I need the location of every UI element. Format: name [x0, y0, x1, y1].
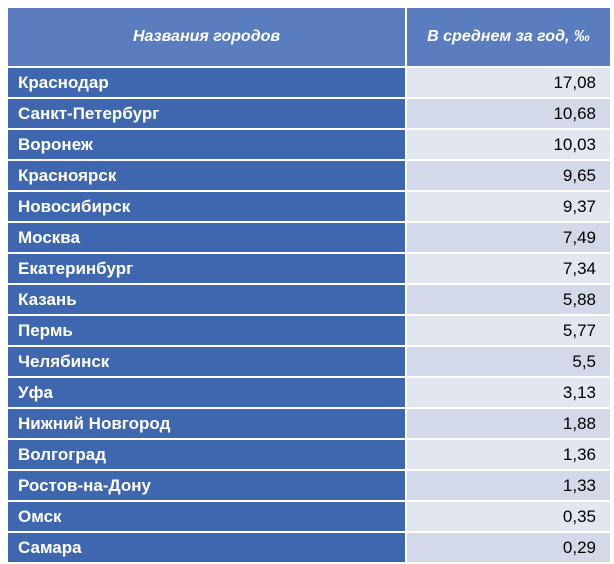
yearly-average-cell: 7,49 — [406, 222, 611, 253]
city-name-cell: Екатеринбург — [7, 253, 406, 284]
table-row — [7, 315, 611, 346]
city-name-cell: Санкт-Петербург — [7, 98, 406, 129]
yearly-average-cell: 3,13 — [406, 377, 611, 408]
yearly-average-cell: 10,68 — [406, 98, 611, 129]
yearly-average-cell: 7,34 — [406, 253, 611, 284]
table-row — [7, 284, 611, 315]
city-name-cell: Омск — [7, 501, 406, 532]
header-city-name: Названия городов — [7, 7, 406, 67]
table-row — [7, 67, 611, 98]
table-row — [7, 346, 611, 377]
city-name-cell: Нижний Новгород — [7, 408, 406, 439]
city-name-cell: Новосибирск — [7, 191, 406, 222]
yearly-average-cell: 1,33 — [406, 470, 611, 501]
city-name-cell: Челябинск — [7, 346, 406, 377]
yearly-average-cell: 0,29 — [406, 532, 611, 563]
header-yearly-average: В среднем за год, ‰ — [406, 7, 611, 67]
table-row — [7, 439, 611, 470]
yearly-average-cell: 17,08 — [406, 67, 611, 98]
table-body — [7, 67, 611, 563]
city-name-cell: Краснодар — [7, 67, 406, 98]
city-name-cell: Уфа — [7, 377, 406, 408]
table-row — [7, 222, 611, 253]
city-name-cell: Самара — [7, 532, 406, 563]
table-row — [7, 191, 611, 222]
table-row — [7, 129, 611, 160]
table-row — [7, 98, 611, 129]
yearly-average-cell: 0,35 — [406, 501, 611, 532]
yearly-average-cell: 5,77 — [406, 315, 611, 346]
yearly-average-cell: 5,88 — [406, 284, 611, 315]
table-header-row — [7, 7, 611, 67]
table-row — [7, 408, 611, 439]
table-row — [7, 532, 611, 563]
city-name-cell: Москва — [7, 222, 406, 253]
yearly-average-cell: 9,65 — [406, 160, 611, 191]
yearly-average-cell: 9,37 — [406, 191, 611, 222]
city-name-cell: Ростов-на-Дону — [7, 470, 406, 501]
table-row — [7, 470, 611, 501]
yearly-average-cell: 1,88 — [406, 408, 611, 439]
yearly-average-cell: 10,03 — [406, 129, 611, 160]
table-row — [7, 160, 611, 191]
city-name-cell: Волгоград — [7, 439, 406, 470]
city-name-cell: Пермь — [7, 315, 406, 346]
yearly-average-cell: 1,36 — [406, 439, 611, 470]
city-name-cell: Воронеж — [7, 129, 406, 160]
table-row — [7, 253, 611, 284]
table-row — [7, 501, 611, 532]
table-row — [7, 377, 611, 408]
city-name-cell: Красноярск — [7, 160, 406, 191]
city-name-cell: Казань — [7, 284, 406, 315]
yearly-average-cell: 5,5 — [406, 346, 611, 377]
city-table — [6, 6, 612, 564]
